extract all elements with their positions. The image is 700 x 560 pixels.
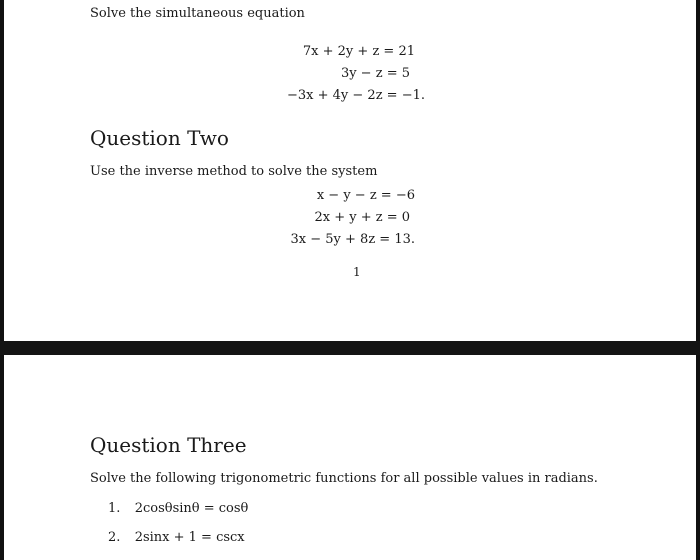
equation-row-1: 7x + 2y + z = 21 bbox=[302, 44, 415, 59]
list-item bbox=[108, 501, 248, 517]
document-page-2 bbox=[0, 355, 700, 560]
equation-row-1: x − y − z = −6 bbox=[316, 188, 415, 203]
equation-row-3: −3x + 4y − 2z = −1. bbox=[287, 88, 425, 103]
question-three-instruction: Solve the following trigonometric functions for all possible values in radians. bbox=[90, 471, 598, 486]
question-three-heading: Question Three bbox=[90, 433, 247, 457]
list-item bbox=[108, 530, 245, 546]
equation-row-2: 3y − z = 5 bbox=[340, 66, 410, 81]
question-two-heading: Question Two bbox=[90, 126, 229, 150]
page-separator bbox=[0, 341, 700, 355]
question-two-instruction: Use the inverse method to solve the system bbox=[90, 164, 378, 179]
page-number: 1 bbox=[353, 265, 361, 279]
list-item-number: 2. bbox=[108, 530, 121, 545]
intro-text: Solve the simultaneous equation bbox=[90, 6, 305, 21]
list-item-expression: 2sinx + 1 = cscx bbox=[134, 530, 245, 545]
equation-row-3: 3x − 5y + 8z = 13. bbox=[290, 232, 415, 247]
equation-row-2: 2x + y + z = 0 bbox=[314, 210, 410, 225]
list-item-number: 1. bbox=[108, 501, 121, 516]
list-item-expression: 2cosθsinθ = cosθ bbox=[134, 501, 249, 516]
